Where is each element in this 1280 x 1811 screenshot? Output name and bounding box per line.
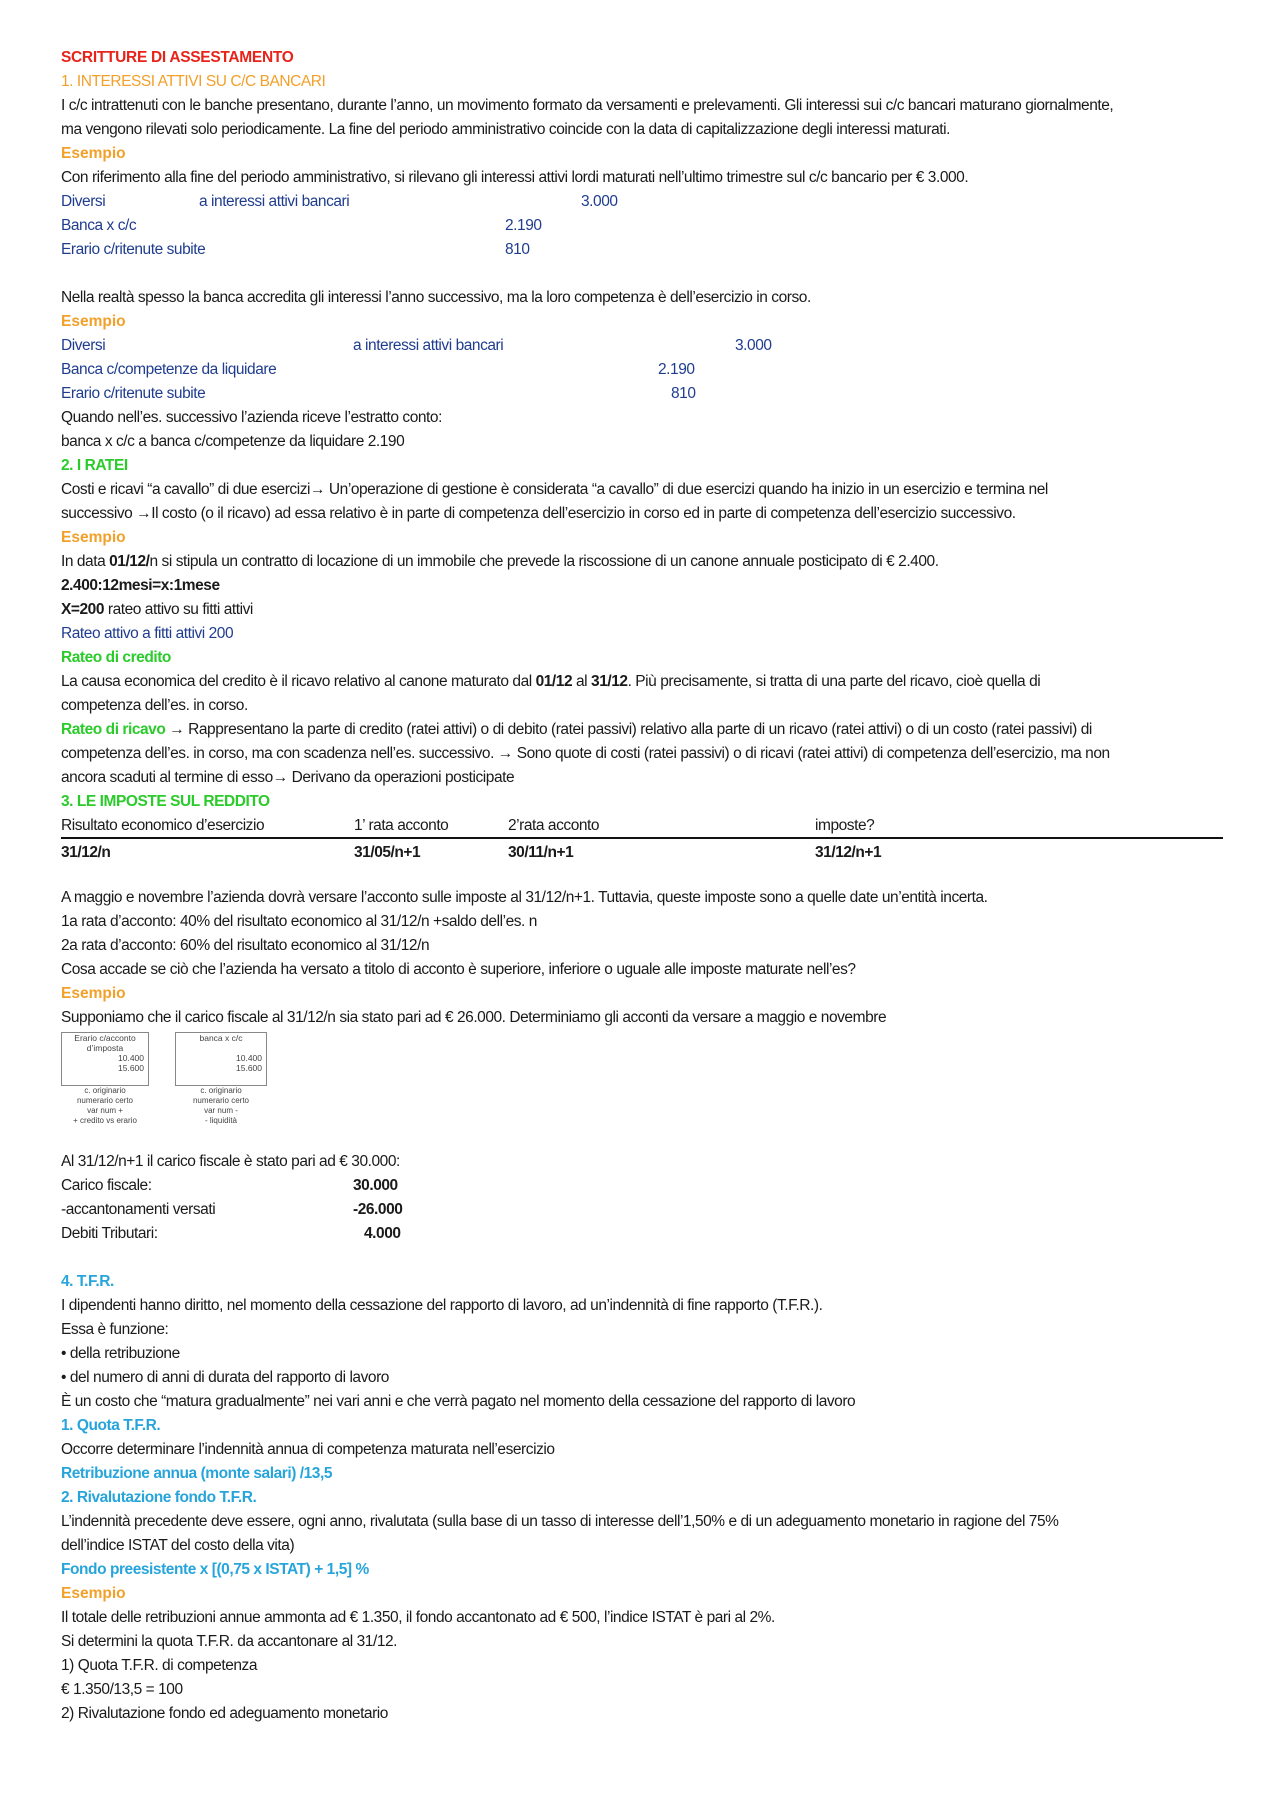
paragraph: Si determini la quota T.F.R. da accantonare al 31/12.: [61, 1633, 398, 1650]
journal-amount: 2.190: [658, 361, 695, 378]
summary-row: [61, 1198, 1221, 1222]
account-value: 10.400: [118, 1053, 144, 1063]
journal-row: [61, 334, 1221, 358]
calculation: [61, 598, 1221, 622]
text-run-bold: X=200: [61, 601, 105, 618]
paragraph: A maggio e novembre l’azienda dovrà versare l’acconto sulle imposte al 31/12/n+1. Tuttavia, queste imposte sono a quelle date un’entità incerta.: [61, 889, 988, 906]
table-cell: 30/11/n+1: [508, 844, 574, 861]
paragraph: Essa è funzione:: [61, 1321, 169, 1338]
account-thumbnails: [61, 1030, 1221, 1150]
section-3-heading: 3. LE IMPOSTE SUL REDDITO: [61, 793, 270, 810]
account-title: banca x c/c: [199, 1033, 243, 1043]
journal-amount: 3.000: [581, 193, 618, 210]
table-divider: [61, 837, 1223, 839]
example-label: Esempio: [61, 1585, 126, 1602]
paragraph: [61, 670, 1221, 694]
paragraph: I c/c intrattenuti con le banche presentano, durante l’anno, un movimento formato da versamenti e prelevamenti. Gli interessi sui c/c bancari maturano giornalmente,: [61, 97, 1114, 114]
paragraph: Con riferimento alla fine del periodo amministrativo, si rilevano gli interessi attivi lordi maturati nell’ultimo trimestre sul c/c bancario per € 3.000.: [61, 169, 969, 186]
summary-row: [61, 1174, 1221, 1198]
account-caption: var num -: [204, 1106, 238, 1115]
paragraph: ma vengono rilevati solo periodicamente. La fine del periodo amministrativo coincide con la data di capitalizzazione degli interessi maturati.: [61, 121, 951, 138]
summary-value: 4.000: [364, 1225, 401, 1242]
account-erario-acconto: [61, 1032, 149, 1136]
section-1-heading: 1. INTERESSI ATTIVI SU C/C BANCARI: [61, 73, 326, 90]
paragraph: I dipendenti hanno diritto, nel momento della cessazione del rapporto di lavoro, ad un’indennità di fine rapporto (T.F.R.).: [61, 1297, 823, 1314]
account-caption: - liquidità: [204, 1116, 237, 1125]
summary-value: 30.000: [353, 1177, 398, 1194]
journal-credit: a interessi attivi bancari: [199, 193, 350, 210]
subheading: 2. Rivalutazione fondo T.F.R.: [61, 1489, 257, 1506]
journal-amount: 810: [505, 241, 530, 258]
subheading: Rateo di credito: [61, 649, 171, 666]
paragraph: Al 31/12/n+1 il carico fiscale è stato pari ad € 30.000:: [61, 1153, 400, 1170]
text-run-bold: 01/12/: [109, 553, 150, 570]
table-header-cell: 1’ rata acconto: [354, 817, 449, 834]
paragraph: competenza dell’es. in corso, ma con scadenza nell’es. successivo. → Sono quote di costi (ratei passivi) o di ricavi (ratei attivi) di competenza dell’esercizio, ma non: [61, 745, 1110, 762]
text-run: n si stipula un contratto di locazione di un immobile che prevede la riscossione di un canone annuale posticipato di € 2.400.: [149, 553, 939, 570]
account-banca: [175, 1032, 267, 1136]
summary-label: -accantonamenti versati: [61, 1201, 216, 1218]
account-value: 15.600: [236, 1063, 262, 1073]
table-cell: 31/05/n+1: [354, 844, 421, 861]
account-value: 10.400: [236, 1053, 262, 1063]
example-label: Esempio: [61, 313, 126, 330]
journal-debit: Diversi: [61, 193, 106, 210]
table-header-row: [61, 814, 1221, 838]
section-4-heading: 4. T.F.R.: [61, 1273, 114, 1290]
paragraph: successivo →Il costo (o il ricavo) ad essa relativo è in parte di competenza dell’esercizio in corso ed in parte di competenza dell’esercizio successivo.: [61, 505, 1016, 522]
paragraph: 1a rata d’acconto: 40% del risultato economico al 31/12/n +saldo dell’es. n: [61, 913, 537, 930]
account-caption: c. originario: [84, 1086, 126, 1095]
account-title: Erario c/acconto: [74, 1033, 136, 1043]
paragraph: Il totale delle retribuzioni annue ammonta ad € 1.350, il fondo accantonato ad € 500, l’indice ISTAT è pari al 2%.: [61, 1609, 775, 1626]
account-caption: numerario certo: [192, 1096, 250, 1105]
text-run: In data: [61, 553, 110, 570]
text-run: rateo attivo su fitti attivi: [104, 601, 253, 618]
table-row: [61, 841, 1221, 865]
journal-debit: Banca c/competenze da liquidare: [61, 361, 277, 378]
account-caption: numerario certo: [76, 1096, 134, 1105]
formula: Retribuzione annua (monte salari) /13,5: [61, 1465, 332, 1482]
paragraph: Quando nell’es. successivo l’azienda riceve l’estratto conto:: [61, 409, 442, 426]
journal-debit: Erario c/ritenute subite: [61, 385, 206, 402]
text-run: La causa economica del credito è il ricavo relativo al canone maturato dal: [61, 673, 536, 690]
account-value: 15.600: [118, 1063, 144, 1073]
calculation: 2.400:12mesi=x:1mese: [61, 577, 220, 594]
summary-row: [61, 1222, 1221, 1246]
document-page: [61, 46, 1221, 1726]
paragraph: ancora scaduti al termine di esso→ Derivano da operazioni posticipate: [61, 769, 515, 786]
table-header-cell: imposte?: [815, 817, 875, 834]
account-caption: c. originario: [200, 1086, 242, 1095]
subheading: Rateo di ricavo: [61, 721, 166, 738]
paragraph: Cosa accade se ciò che l’azienda ha versato a titolo di acconto è superiore, inferiore o uguale alle imposte maturate nell’es?: [61, 961, 856, 978]
journal-entry: Rateo attivo a fitti attivi 200: [61, 625, 234, 642]
summary-value: -26.000: [353, 1201, 403, 1218]
account-caption: + credito vs erario: [73, 1116, 137, 1125]
paragraph: Costi e ricavi “a cavallo” di due esercizi→ Un’operazione di gestione è considerata “a cavallo” di due esercizi quando ha inizio in un esercizio e termina nel: [61, 481, 1048, 498]
text-run-bold: 31/12: [591, 673, 628, 690]
text-run: al: [572, 673, 592, 690]
paragraph: [61, 718, 1221, 742]
table-cell: 31/12/n+1: [815, 844, 882, 861]
section-2-heading: 2. I RATEI: [61, 457, 128, 474]
subheading: 1. Quota T.F.R.: [61, 1417, 161, 1434]
paragraph: [61, 550, 1221, 574]
account-title: d’imposta: [86, 1043, 124, 1053]
paragraph: È un costo che “matura gradualmente” nei vari anni e che verrà pagato nel momento della cessazione del rapporto di lavoro: [61, 1393, 856, 1410]
paragraph: Supponiamo che il carico fiscale al 31/12/n sia stato pari ad € 26.000. Determiniamo gli acconti da versare a maggio e novembre: [61, 1009, 887, 1026]
journal-amount: 2.190: [505, 217, 542, 234]
journal-amount: 810: [671, 385, 696, 402]
journal-amount: 3.000: [735, 337, 772, 354]
account-caption: var num +: [87, 1106, 123, 1115]
bullet-item: • del numero di anni di durata del rapporto di lavoro: [61, 1369, 389, 1386]
paragraph: 1) Quota T.F.R. di competenza: [61, 1657, 258, 1674]
summary-label: Carico fiscale:: [61, 1177, 152, 1194]
journal-row: [61, 358, 1221, 382]
document-title: SCRITTURE DI ASSESTAMENTO: [61, 49, 294, 66]
text-run: . Più precisamente, si tratta di una parte del ricavo, cioè quella di: [627, 673, 1041, 690]
text-run-bold: 01/12: [535, 673, 573, 690]
paragraph: banca x c/c a banca c/competenze da liquidare 2.190: [61, 433, 405, 450]
paragraph: € 1.350/13,5 = 100: [61, 1681, 183, 1698]
journal-debit: Banca x c/c: [61, 217, 137, 234]
paragraph: competenza dell’es. in corso.: [61, 697, 248, 714]
summary-label: Debiti Tributari:: [61, 1225, 158, 1242]
bullet-item: • della retribuzione: [61, 1345, 180, 1362]
paragraph: Nella realtà spesso la banca accredita gli interessi l’anno successivo, ma la loro competenza è dell’esercizio in corso.: [61, 289, 811, 306]
table-header-cell: 2’rata acconto: [508, 817, 600, 834]
journal-debit: Diversi: [61, 337, 106, 354]
paragraph: Occorre determinare l’indennità annua di competenza maturata nell’esercizio: [61, 1441, 555, 1458]
journal-row: [61, 190, 1221, 214]
text-run: → Rappresentano la parte di credito (ratei attivi) o di debito (ratei passivi) relativo alla parte di un ricavo (ratei attivi) o di un costo (ratei passivi) di: [165, 721, 1092, 738]
table-cell: 31/12/n: [61, 844, 111, 861]
paragraph: dell’indice ISTAT del costo della vita): [61, 1537, 295, 1554]
example-label: Esempio: [61, 145, 126, 162]
paragraph: 2) Rivalutazione fondo ed adeguamento monetario: [61, 1705, 388, 1722]
journal-row: [61, 214, 1221, 238]
paragraph: 2a rata d’acconto: 60% del risultato economico al 31/12/n: [61, 937, 430, 954]
example-label: Esempio: [61, 985, 126, 1002]
table-header-cell: Risultato economico d’esercizio: [61, 817, 265, 834]
journal-row: [61, 382, 1221, 406]
journal-row: [61, 238, 1221, 262]
journal-debit: Erario c/ritenute subite: [61, 241, 206, 258]
example-label: Esempio: [61, 529, 126, 546]
formula: Fondo preesistente x [(0,75 x ISTAT) + 1,5] %: [61, 1561, 369, 1578]
journal-credit: a interessi attivi bancari: [353, 337, 504, 354]
paragraph: L’indennità precedente deve essere, ogni anno, rivalutata (sulla base di un tasso di interesse dell’1,50% e di un adeguamento monetario in ragione del 75%: [61, 1513, 1059, 1530]
